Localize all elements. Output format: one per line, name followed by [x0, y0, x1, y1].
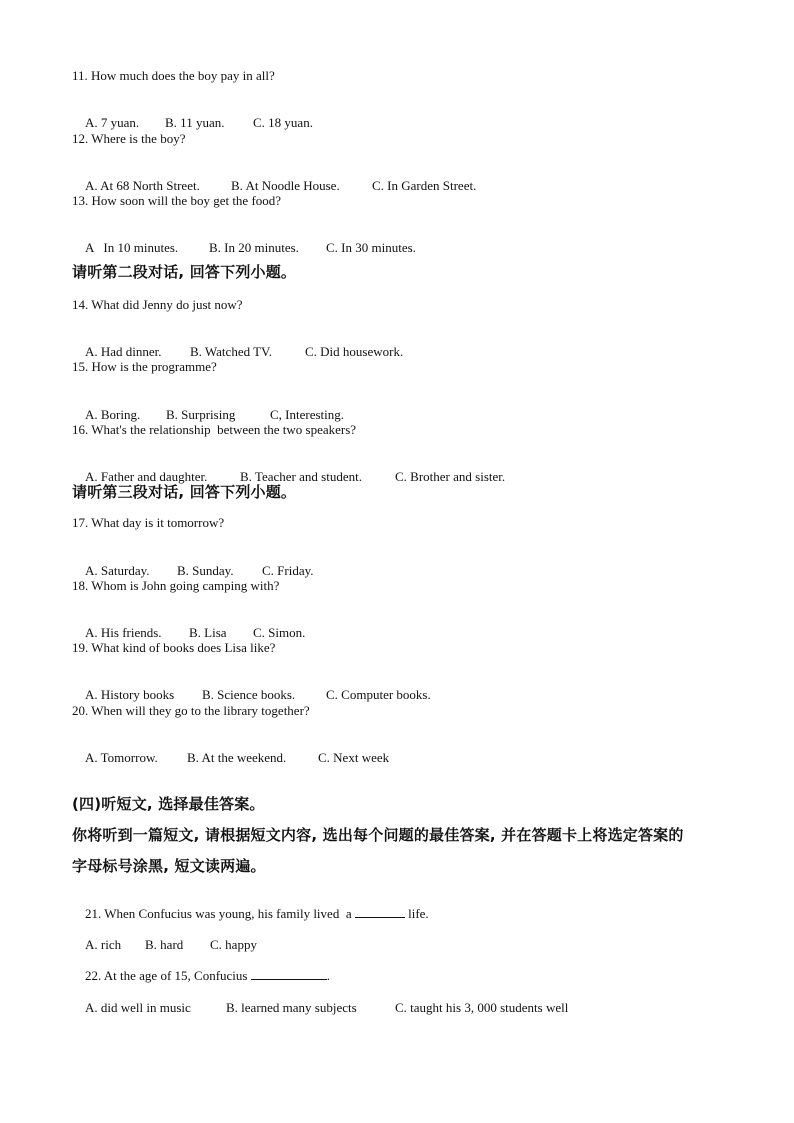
question-15: 15. How is the programme?: [72, 359, 217, 374]
option-c: C, Interesting.: [270, 407, 345, 422]
option-a: A. rich: [85, 937, 122, 952]
option-b: B. Science books.: [202, 687, 296, 702]
question-14: 14. What did Jenny do just now?: [72, 297, 243, 312]
option-c: C. taught his 3, 000 students well: [395, 1000, 569, 1015]
question-16: 16. What's the relationship between the two speakers?: [72, 422, 357, 437]
option-a: A. did well in music: [85, 1000, 191, 1015]
option-b: B. Watched TV.: [190, 344, 273, 359]
question-19: 19. What kind of books does Lisa like?: [72, 640, 276, 655]
question-22-text-before: 22. At the age of 15, Confucius: [85, 968, 251, 983]
option-a: A. Boring.: [85, 407, 141, 422]
question-13: 13. How soon will the boy get the food?: [72, 193, 282, 208]
option-a: A. History books: [85, 687, 175, 702]
option-c: C. In Garden Street.: [372, 178, 477, 193]
option-c: C. Brother and sister.: [395, 469, 506, 484]
part-4-heading: (四)听短文, 选择最佳答案。: [72, 795, 265, 813]
question-21-text-before: 21. When Confucius was young, his family lived a: [85, 906, 355, 921]
option-a: A. Tomorrow.: [85, 750, 158, 765]
question-22-text-after: .: [326, 968, 330, 983]
section-2-heading: 请听第二段对话, 回答下列小题。: [72, 263, 297, 281]
option-b: B. At the weekend.: [187, 750, 287, 765]
option-c: C. Next week: [318, 750, 390, 765]
answer-blank: [251, 968, 327, 980]
option-b: B. Sunday.: [177, 563, 234, 578]
option-a: A In 10 minutes.: [85, 240, 179, 255]
option-c: C. Did housework.: [305, 344, 404, 359]
option-b: B. In 20 minutes.: [209, 240, 299, 255]
option-b: B. Surprising: [166, 407, 236, 422]
option-b: B. Teacher and student.: [240, 469, 362, 484]
option-c: C. Simon.: [253, 625, 306, 640]
option-b: B. Lisa: [189, 625, 227, 640]
question-12: 12. Where is the boy?: [72, 131, 186, 146]
option-a: A. Father and daughter.: [85, 469, 208, 484]
option-a: A. Had dinner.: [85, 344, 162, 359]
option-c: C. 18 yuan.: [253, 115, 313, 130]
part-4-instruction-line-1: 你将听到一篇短文, 请根据短文内容, 选出每个问题的最佳答案, 并在答题卡上将选定答案的: [72, 826, 684, 844]
question-18: 18. Whom is John going camping with?: [72, 578, 280, 593]
option-b: B. At Noodle House.: [231, 178, 340, 193]
option-c: C. Friday.: [262, 563, 314, 578]
question-17: 17. What day is it tomorrow?: [72, 515, 225, 530]
option-a: A. At 68 North Street.: [85, 178, 200, 193]
option-a: A. 7 yuan.: [85, 115, 140, 130]
question-20: 20. When will they go to the library together?: [72, 703, 310, 718]
option-c: C. happy: [210, 937, 257, 952]
option-b: B. 11 yuan.: [165, 115, 225, 130]
option-b: B. hard: [145, 937, 184, 952]
option-b: B. learned many subjects: [226, 1000, 357, 1015]
option-a: A. Saturday.: [85, 563, 150, 578]
question-22-options: [72, 984, 568, 1032]
option-c: C. In 30 minutes.: [326, 240, 416, 255]
question-11: 11. How much does the boy pay in all?: [72, 68, 275, 83]
answer-blank: [355, 906, 405, 918]
section-3-heading: 请听第三段对话, 回答下列小题。: [72, 483, 297, 501]
question-21-text-after: life.: [404, 906, 429, 921]
question-20-options: [72, 734, 389, 782]
option-a: A. His friends.: [85, 625, 162, 640]
part-4-instruction-line-2: 字母标号涂黑, 短文读两遍。: [72, 857, 266, 875]
option-c: C. Computer books.: [326, 687, 431, 702]
